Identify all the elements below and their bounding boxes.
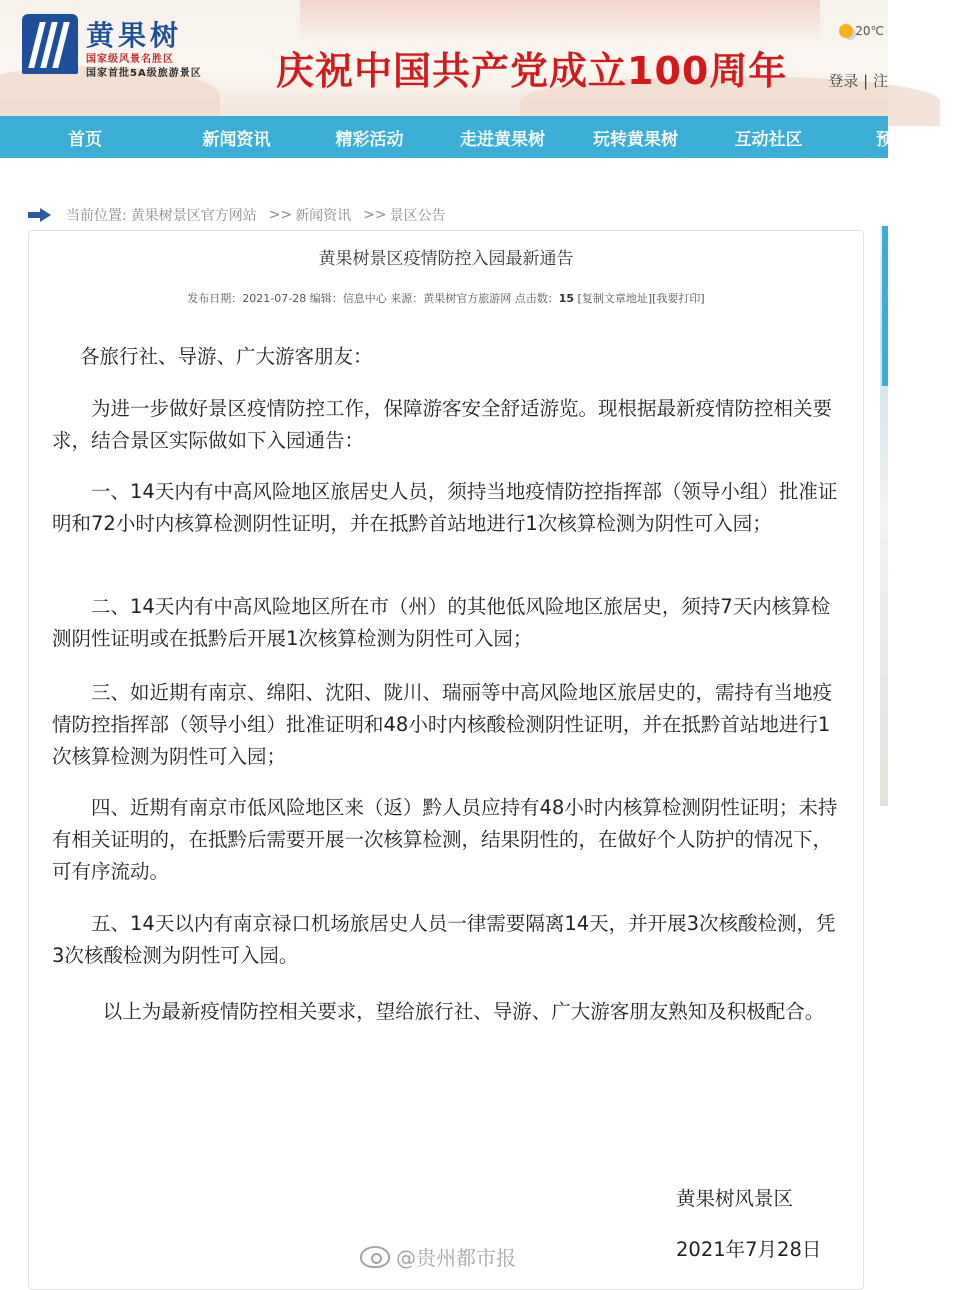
meta-source-label: 来源： [390,292,424,305]
weather-widget [839,24,884,38]
article-paragraph [52,591,842,655]
signature-organization: 黄果树风景区 [676,1187,794,1210]
logo-subtitle: 国家首批5A级旅游景区 [86,68,202,79]
article-paragraph [52,393,842,457]
paragraph-text: 二、14天内有中高风险地区所在市（州）的其他低风险地区旅居史，须持7天内核算检测阴性证明或在抵黔后开展1次核算检测为阴性可入园； [52,595,831,650]
article-paragraph [52,908,842,972]
arrow-right-icon [28,208,52,222]
logo-title[interactable]: 黄果树 [86,19,183,52]
article-paragraph [52,792,842,888]
partly-sunny-icon [839,24,853,38]
breadcrumb-prefix: 当前位置: [66,208,127,224]
nav-item-about[interactable]: 走进黄果树 [460,129,545,150]
banner-roof-decoration [300,0,820,42]
nav-item-booking[interactable]: 预订中 [876,129,927,150]
meta-editor: 信息中心 [342,292,387,305]
logo-subtitle: 国家级风景名胜区 [86,54,174,65]
article-paragraph [52,677,842,773]
article-paragraph [52,476,842,540]
paragraph-text: 一、14天内有中高风险地区旅居史人员，须持当地疫情防控指挥部（领导小组）批准证明和72小时内核算检测阴性证明，并在抵黔首站地进行1次核算检测为阴性可入园； [52,480,838,535]
article-salutation: 各旅行社、导游、广大游客朋友： [80,345,373,368]
meta-editor-label: 编辑： [309,292,343,305]
nav-item-explore[interactable]: 玩转黄果树 [593,129,678,150]
paragraph-text: 为进一步做好景区疫情防控工作，保障游客安全舒适游览。现根据最新疫情防控相关要求，结合景区实际做如下入园通告： [52,397,833,452]
article-meta [28,290,864,306]
breadcrumb-separator: >> [268,207,293,223]
breadcrumb-separator: >> [363,207,387,223]
logo-icon[interactable] [22,14,78,74]
weibo-icon [360,1246,390,1268]
breadcrumb-news-link[interactable]: 新闻资讯 [295,208,352,224]
breadcrumb [28,204,446,226]
nav-item-community[interactable]: 互动社区 [734,129,803,150]
meta-date-label: 发布日期： [187,292,243,305]
breadcrumb-notice-link[interactable]: 景区公告 [389,208,446,224]
paragraph-text: 三、如近期有南京、绵阳、沈阳、陇川、瑞丽等中高风险地区旅居史的，需持有当地疫情防控指挥部（领导小组）批准证明和48小时内核酸检测阴性证明，并在抵黔首站地进行1次核算检测为阴性可入园； [52,681,833,768]
sidebar-decoration [880,226,888,806]
watermark-text: @贵州都市报 [396,1246,516,1270]
paragraph-text: 以上为最新疫情防控相关要求，望给旅行社、导游、广大游客朋友熟知及积极配合。 [102,1000,825,1023]
watermark [360,1242,516,1271]
paragraph-text: 五、14天以内有南京禄口机场旅居史人员一律需要隔离14天，并开展3次核酸检测，凭3次核酸检测为阴性可入园。 [52,912,836,967]
weather-temperature: 20℃ [855,24,884,38]
article-title: 黄果树景区疫情防控入园最新通告 [318,249,574,269]
banner-slogan: 庆祝中国共产党成立100周年 [276,49,788,93]
signature-date: 2021年7月28日 [676,1238,822,1261]
main-nav [0,116,927,158]
meta-date: 2021-07-28 [242,292,307,305]
print-button[interactable]: [我要打印] [652,292,705,305]
header-banner [0,0,888,116]
login-link[interactable]: 登录 | 注 [828,72,888,90]
article-paragraph [52,996,842,1028]
nav-item-home[interactable]: 首页 [68,129,102,150]
meta-source: 黄果树官方旅游网 [423,292,512,305]
paragraph-text: 四、近期有南京市低风险地区来（返）黔人员应持有48小时内核算检测阴性证明；未持有相关证明的，在抵黔后需要开展一次核算检测，结果阴性的，在做好个人防护的情况下，可有序流动。 [52,796,838,883]
nav-item-news[interactable]: 新闻资讯 [202,129,271,150]
copy-link-button[interactable]: [复制文章地址] [577,292,653,305]
nav-item-events[interactable]: 精彩活动 [335,129,404,150]
meta-clicks-label: 点击数： [514,292,559,305]
breadcrumb-site-link[interactable]: 黄果树景区官方网站 [130,208,257,224]
meta-clicks: 15 [558,292,575,305]
